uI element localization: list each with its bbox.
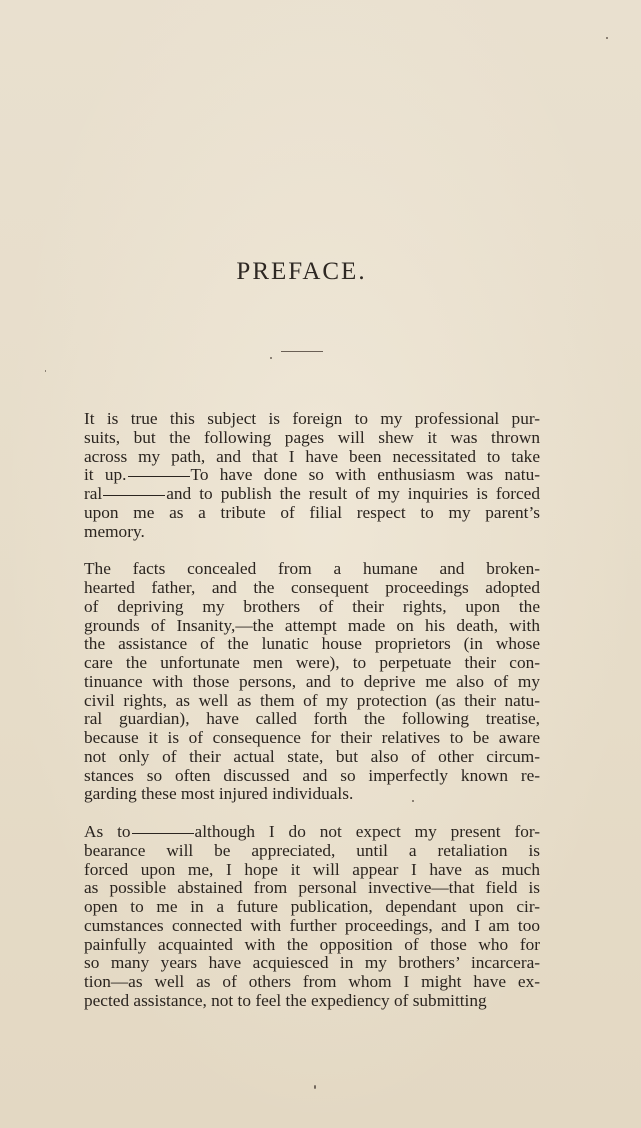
paragraph [84,823,540,1011]
text-line: memory. [84,521,145,541]
paper-speck [412,800,414,802]
text-line: It is true this subject is foreign to my professional pur- [84,409,540,428]
text-line: tinuance with those persons, and to deprive me also of my [84,671,540,691]
text-line: tion—as well as of others from whom I might have ex- [84,972,540,991]
paper-speck [314,1085,316,1089]
text-segment: To have done so with enthusiasm was natu- [190,465,540,485]
paper-speck [45,370,46,372]
text-line: open to me in a future publication, dependant upon cir- [84,897,540,916]
text-segment: As to [84,822,131,841]
text-line: not only of their actual state, but also of other circum- [84,746,540,766]
text-segment: it up. [84,465,127,485]
text-line: of depriving my brothers of their rights, upon the [84,596,540,616]
text-line [84,823,540,842]
em-dash-rule [103,495,165,496]
text-line [84,485,540,504]
text-segment: although I do not expect my present for- [194,822,540,841]
paper-speck [606,37,608,39]
page-title [0,258,603,286]
page-title-text: PREFACE. [236,258,367,285]
em-dash-rule [128,476,190,477]
text-line: hearted father, and the consequent proceedings adopted [84,578,540,597]
text-line: bearance will be appreciated, until a retaliation is [84,840,540,860]
text-segment: ral [84,484,103,503]
text-line: suits, but the following pages will shew it was thrown [84,427,540,447]
text-segment: and to publish the result of my inquiries is forced [166,484,540,503]
paper-speck [270,357,272,359]
preface-body [84,410,540,1030]
text-line: grounds of Insanity,—the attempt made on his death, with [84,615,540,635]
paragraph [84,560,540,804]
text-line: the assistance of the lunatic house proprietors (in whose [84,634,540,654]
text-line: painfully acquainted with the opposition of those who for [84,934,540,954]
text-line: ral guardian), have called forth the following treatise, [84,709,540,729]
text-line: care the unfortunate men were), to perpetuate their con- [84,653,540,672]
text-line: upon me as a tribute of filial respect to my parent’s [84,502,540,522]
text-line: forced upon me, I hope it will appear I have as much [84,859,540,879]
text-line: as possible abstained from personal invective—that field is [84,878,540,898]
text-line: across my path, and that I have been necessitated to take [84,446,540,466]
text-line: garding these most injured individuals. [84,784,354,804]
text-line: so many years have acquiesced in my brothers’ incarcera- [84,953,540,973]
text-line: because it is of consequence for their relatives to be aware [84,728,540,747]
text-line: civil rights, as well as them of my protection (as their natu- [84,690,540,710]
em-dash-rule [132,833,194,834]
text-line: stances so often discussed and so imperfectly known re- [84,765,540,785]
text-line: cumstances connected with further proceedings, and I am too [84,915,540,935]
text-line [84,466,540,485]
title-rule [281,351,323,352]
text-line: The facts concealed from a humane and broken- [84,559,540,579]
paragraph [84,410,540,541]
text-line: pected assistance, not to feel the expediency of submitting [84,990,487,1010]
